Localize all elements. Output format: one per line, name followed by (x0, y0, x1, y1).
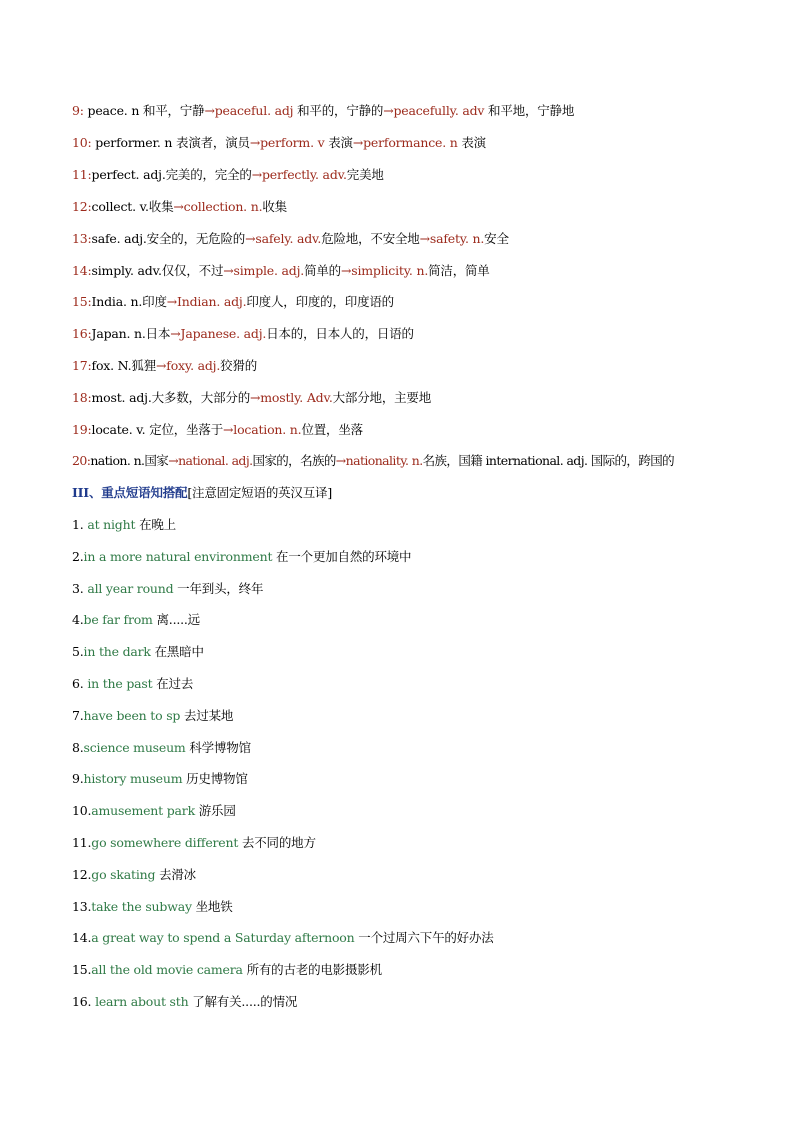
section-heading: III、重点短语知搭配[注意固定短语的英汉互译] (72, 485, 332, 500)
word-entry: 17:fox. N.狐狸→foxy. adj.狡猾的 (72, 358, 258, 373)
phrase-item: 14.a great way to spend a Saturday afternoon 一个过周六下午的好办法 (72, 930, 494, 945)
phrase-item: 3. all year round 一年到头，终年 (72, 581, 264, 596)
word-entry: 15:India. n.印度→Indian. adj.印度人，印度的，印度语的 (72, 294, 394, 309)
word-entry: 13:safe. adj.安全的，无危险的→safely. adv.危险地，不安全地→safety. n.安全 (72, 231, 509, 246)
word-entry: 11:perfect. adj.完美的，完全的→perfectly. adv.完美地 (72, 167, 384, 182)
word-entry: 12:collect. v.收集→collection. n.收集 (72, 199, 287, 214)
phrase-item: 2.in a more natural environment 在一个更加自然的环境中 (72, 549, 412, 564)
phrase-item: 4.be far from 离.....远 (72, 612, 200, 627)
phrase-item: 15.all the old movie camera 所有的古老的电影摄影机 (72, 962, 382, 977)
word-entry: 19:locate. v. 定位，坐落于→location. n.位置，坐落 (72, 422, 363, 437)
phrase-item: 6. in the past 在过去 (72, 676, 194, 691)
phrase-item: 1. at night 在晚上 (72, 517, 176, 532)
word-entry: 16:Japan. n.日本→Japanese. adj.日本的，日本人的，日语的 (72, 326, 414, 341)
phrase-item: 7.have been to sp 去过某地 (72, 708, 234, 723)
phrase-item: 9.history museum 历史博物馆 (72, 771, 248, 786)
phrase-item: 13.take the subway 坐地铁 (72, 899, 233, 914)
phrase-item: 10.amusement park 游乐园 (72, 803, 236, 818)
phrase-item: 8.science museum 科学博物馆 (72, 740, 251, 755)
phrase-item: 12.go skating 去滑冰 (72, 867, 196, 882)
phrase-item: 16. learn about sth 了解有关.....的情况 (72, 994, 298, 1009)
phrase-item: 5.in the dark 在黑暗中 (72, 644, 204, 659)
phrase-item: 11.go somewhere different 去不同的地方 (72, 835, 316, 850)
word-entry: 14:simply. adv.仅仅，不过→simple. adj.简单的→simplicity. n.简洁，简单 (72, 263, 490, 278)
word-entry: 20:nation. n.国家→national. adj.国家的，名族的→nationality. n.名族，国籍 international. adj. 国际的，跨国的 (72, 453, 675, 468)
word-entry: 10: performer. n 表演者，演员→perform. v 表演→performance. n 表演 (72, 135, 486, 150)
word-entry: 9: peace. n 和平，宁静→peaceful. adj 和平的，宁静的→peacefully. adv 和平地，宁静地 (72, 103, 575, 118)
word-entry: 18:most. adj.大多数，大部分的→mostly. Adv.大部分地，主要地 (72, 390, 432, 405)
